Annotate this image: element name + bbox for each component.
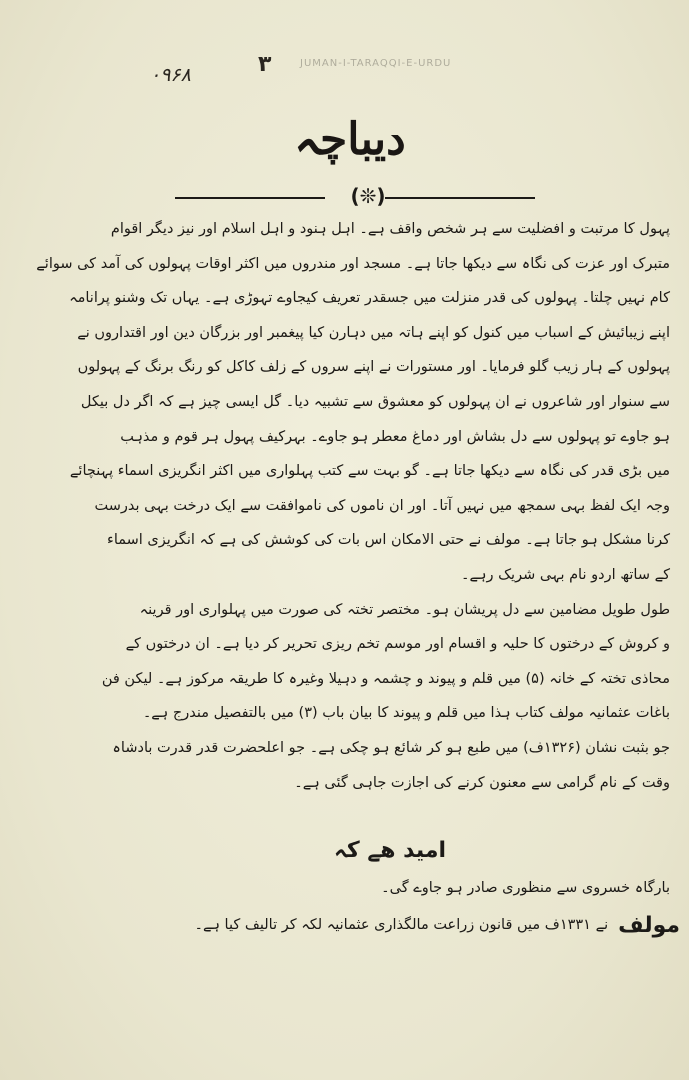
body-line: پہول کا مرتبت و افضلیت سے ہر شخص واقف ہے۔ اہل ہنود و اہل اسلام اور نیز دیگر اقوام bbox=[110, 221, 670, 237]
page-heading: دیباچہ bbox=[294, 114, 406, 165]
final-line: بارگاہ خسروی سے منظوری صادر ہو جاوے گی۔ bbox=[381, 880, 670, 896]
body-line: سے سنوار اور شاعروں نے ان پہولوں کو معشوق سے تشبیہ دیا۔ گل ایسی چیز ہے کہ اگر دل بیکل bbox=[80, 393, 670, 410]
body-line: متبرک اور عزت کی نگاہ سے دیکھا جاتا ہے۔ مسجد اور مندروں میں اکثر اوقات پہولوں کی آمد کی سوائے bbox=[36, 255, 670, 272]
body-line: اپنے زیبائیش کے اسباب میں کنول کو اپنے ہاتہ میں دہارن کیا پیغمبر اور بزرگان دین اور اقتداروں نے bbox=[77, 324, 670, 341]
body-line: طول طویل مضامین سے دل پریشان ہو۔ مختصر تختہ کی صورت میں پہلواری اور قرینہ bbox=[139, 601, 670, 618]
body-line: و کروش کے درختوں کا حلیہ و اقسام اور موسم تخم ریزی تحریر کر دیا ہے۔ ان درختوں کے bbox=[125, 636, 670, 653]
page-number: ۳ bbox=[258, 52, 272, 77]
footer-author: مولف bbox=[618, 912, 680, 938]
body-line: محاذی تختہ کے خانہ (۵) میں قلم و پیوند و چشمہ و دہیلا وغیرہ کا طریقہ مرکوز ہے۔ لیکن فن bbox=[101, 670, 670, 687]
body-line: کام نہیں چلتا۔ پہولوں کی قدر منزلت میں جسقدر تعریف کیجاوے تہوڑی ہے۔ یہاں تک وشنو پرانامہ bbox=[69, 290, 670, 307]
body-line: جو بثبت نشان (۱۳۲۶ف) میں طبع ہو کر شائع ہو چکی ہے۔ جو اعلحضرت قدر قدرت بادشاہ bbox=[112, 739, 670, 756]
body-line: ہو جاوے تو پہولوں سے دل بشاش اور دماغ معطر ہو جاوے۔ بہرکیف پہول ہر قوم و مذہب bbox=[120, 428, 670, 445]
footer-text: نے ۱۳۳۱ف میں قانون زراعت مالگذاری عثمانیہ لکہ کر تالیف کیا ہے۔ bbox=[194, 917, 609, 933]
body-text bbox=[36, 212, 670, 800]
footer-note bbox=[40, 905, 680, 945]
accession-number: ۰۹۶۸ bbox=[150, 64, 191, 86]
heading-ornament: (❊) bbox=[350, 184, 386, 208]
body-line: وقت کے نام گرامی سے معنون کرنے کی اجازت جاہی گئی ہے۔ bbox=[294, 774, 670, 791]
body-line: وجہ ایک لفظ بہی سمجھ میں نہیں آتا۔ اور ان ناموں کی ناموافقت سے ایک درخت بہی بدرست bbox=[94, 497, 670, 514]
body-line: باغات عثمانیہ مولف کتاب ہذا میں قلم و پیوند کا بیان باب (۳) میں بالتفصیل مندرج ہے۔ bbox=[142, 705, 670, 722]
closing-phrase: امید ھے کہ bbox=[334, 838, 446, 863]
body-line: کرنا مشکل ہو جاتا ہے۔ مولف نے حتی الامکان اس بات کی کوشش کی ہے کہ انگریزی اسماء bbox=[107, 532, 670, 549]
body-line: میں بڑی قدر کی نگاہ سے دیکھا جاتا ہے۔ گو بہت سے کتب پہلواری میں اکثر انگریزی اسماء پہنچائے bbox=[69, 463, 670, 480]
body-line: پہولوں کے ہار زیب گلو فرمایا۔ اور مستورات نے اپنے سروں کے زلف کاکل کو رنگ برنگ کے پہولوں bbox=[77, 359, 670, 376]
body-line: کے ساتھ اردو نام بہی شریک رہے۔ bbox=[460, 566, 670, 583]
library-stamp: JUMAN-I-TARAQQI-E-URDU bbox=[300, 58, 452, 69]
